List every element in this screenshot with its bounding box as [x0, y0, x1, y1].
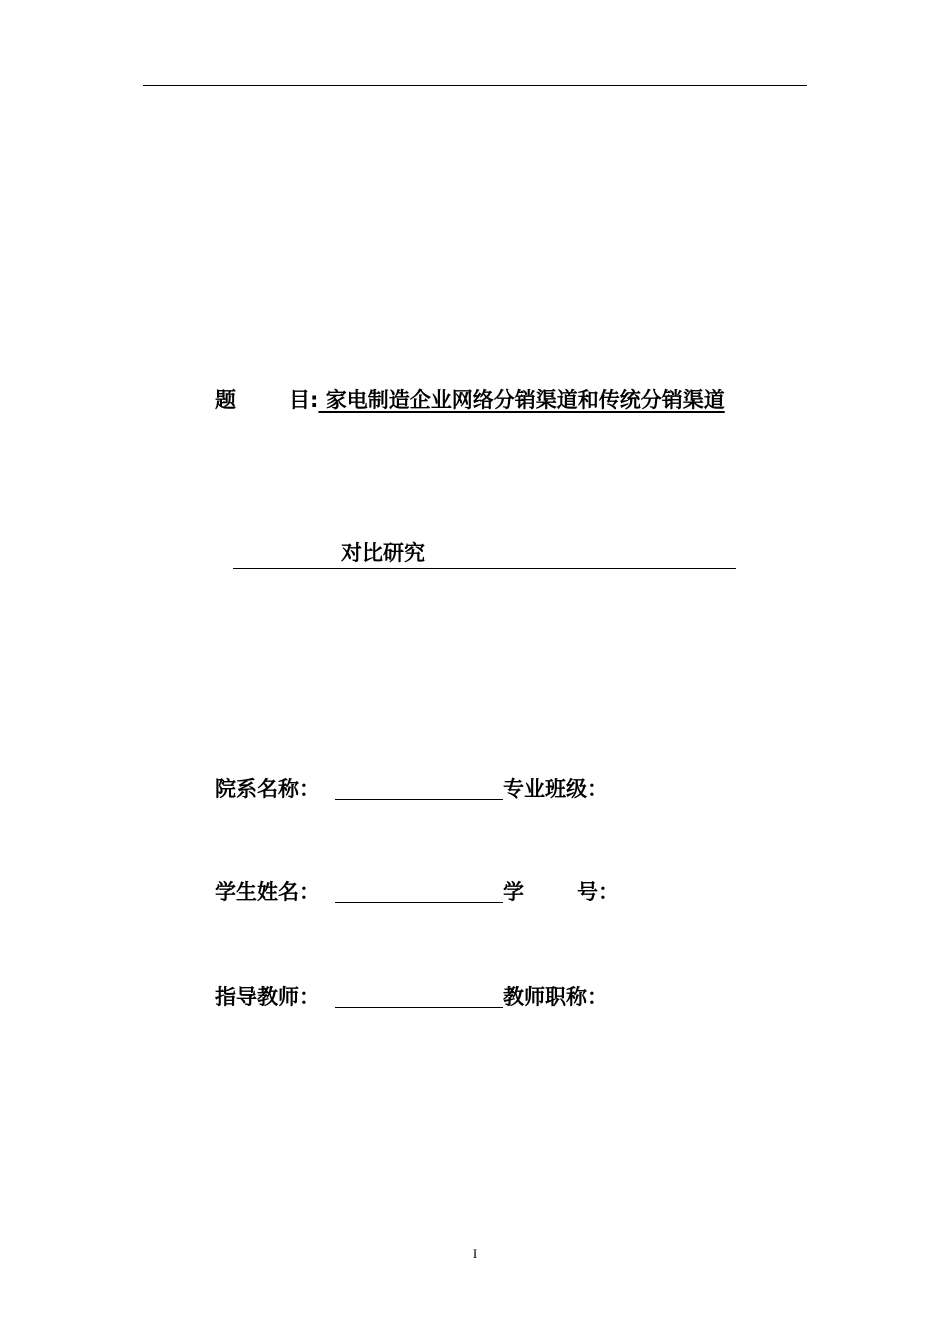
- title-label-char1: 题: [215, 388, 236, 412]
- thesis-title-text-2: 对比研究: [341, 541, 425, 565]
- thesis-title-text-1: 家电制造企业网络分销渠道和传统分销渠道: [318, 388, 725, 412]
- student-id-char2: 号：: [577, 880, 619, 904]
- student-id-char1: 学: [503, 880, 524, 904]
- advisor-title-label: 教师职称：: [503, 985, 608, 1009]
- advisor-blank: [335, 1007, 503, 1008]
- department-blank: [335, 799, 503, 800]
- department-label: 院系名称：: [215, 777, 320, 801]
- advisor-label: 指导教师：: [215, 985, 320, 1009]
- page-number: I: [472, 1246, 478, 1261]
- title-label-char2: 目:: [289, 388, 319, 412]
- thesis-title-line-2: [233, 538, 736, 569]
- major-class-label: 专业班级：: [503, 777, 608, 801]
- student-name-blank: [335, 902, 503, 903]
- header-rule: [143, 85, 807, 86]
- student-name-label: 学生姓名：: [215, 880, 320, 904]
- thesis-title-line-1: [215, 384, 725, 416]
